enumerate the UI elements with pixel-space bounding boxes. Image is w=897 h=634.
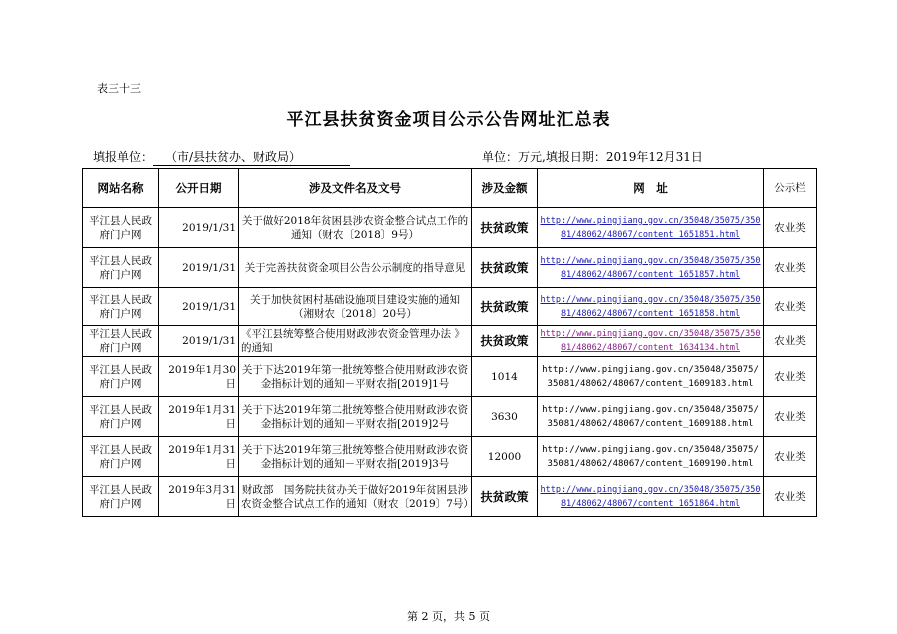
url-link[interactable]: http://www.pingjiang.gov.cn/35048/35075/35081/48062/48067/content_1651857.html	[538, 248, 764, 288]
unit-and-date: 单位：万元,填报日期：2019年12月31日	[482, 150, 703, 164]
doc-cell: 关于下达2019年第三批统筹整合使用财政涉农资金指标计划的通知－平财农指[2019]3号	[239, 437, 472, 477]
summary-table	[82, 168, 817, 517]
url-link[interactable]: http://www.pingjiang.gov.cn/35048/35075/35081/48062/48067/content_1651858.html	[538, 288, 764, 326]
amount-cell: 扶贫政策	[472, 248, 538, 288]
header-amount: 涉及金额	[472, 169, 538, 208]
category-cell: 农业类	[764, 437, 817, 477]
doc-cell: 财政部 国务院扶贫办关于做好2019年贫困县涉农资金整合试点工作的通知（财农〔2019〕7号）	[239, 477, 472, 517]
category-cell: 农业类	[764, 288, 817, 326]
url-link[interactable]: http://www.pingjiang.gov.cn/35048/35075/35081/48062/48067/content_1609188.html	[538, 397, 764, 437]
amount-cell: 3630	[472, 397, 538, 437]
url-link[interactable]: http://www.pingjiang.gov.cn/35048/35075/35081/48062/48067/content_1609190.html	[538, 437, 764, 477]
table-row	[83, 248, 817, 288]
site-cell: 平江县人民政府门户网	[83, 437, 159, 477]
doc-cell: 关于下达2019年第一批统筹整合使用财政涉农资金指标计划的通知－平财农指[2019]1号	[239, 357, 472, 397]
header-doc: 涉及文件名及文号	[239, 169, 472, 208]
page-footer: 第 2 页，共 5 页	[407, 610, 490, 623]
header-site: 网站名称	[83, 169, 159, 208]
filler-line	[93, 148, 350, 166]
site-cell: 平江县人民政府门户网	[83, 397, 159, 437]
date-cell: 2019年3月31日	[159, 477, 239, 517]
amount-cell: 1014	[472, 357, 538, 397]
amount-cell: 扶贫政策	[472, 477, 538, 517]
table-row	[83, 208, 817, 248]
date-cell: 2019年1月31日	[159, 437, 239, 477]
table-number: 表三十三	[97, 82, 141, 95]
site-cell: 平江县人民政府门户网	[83, 248, 159, 288]
doc-cell: 关于做好2018年贫困县涉农资金整合试点工作的通知（财农〔2018〕9号）	[239, 208, 472, 248]
url-link[interactable]: http://www.pingjiang.gov.cn/35048/35075/35081/48062/48067/content_1609183.html	[538, 357, 764, 397]
site-cell: 平江县人民政府门户网	[83, 357, 159, 397]
table-row	[83, 397, 817, 437]
amount-cell: 扶贫政策	[472, 288, 538, 326]
url-link[interactable]: http://www.pingjiang.gov.cn/35048/35075/35081/48062/48067/content_1634134.html	[538, 326, 764, 357]
url-link[interactable]: http://www.pingjiang.gov.cn/35048/35075/35081/48062/48067/content_1651864.html	[538, 477, 764, 517]
category-cell: 农业类	[764, 397, 817, 437]
site-cell: 平江县人民政府门户网	[83, 326, 159, 357]
date-cell: 2019/1/31	[159, 248, 239, 288]
amount-cell: 12000	[472, 437, 538, 477]
header-row	[83, 169, 817, 208]
filler-value: （市/县扶贫办、财政局）	[153, 148, 350, 166]
site-cell: 平江县人民政府门户网	[83, 208, 159, 248]
doc-cell: 关于加快贫困村基础设施项目建设实施的通知（湘财农〔2018〕20号）	[239, 288, 472, 326]
doc-cell: 《平江县统筹整合使用财政涉农资金管理办法 》的通知	[239, 326, 472, 357]
amount-cell: 扶贫政策	[472, 208, 538, 248]
date-cell: 2019年1月31日	[159, 397, 239, 437]
page-title: 平江县扶贫资金项目公示公告网址汇总表	[286, 110, 611, 130]
doc-cell: 关于下达2019年第二批统筹整合使用财政涉农资金指标计划的通知－平财农指[2019]2号	[239, 397, 472, 437]
header-date: 公开日期	[159, 169, 239, 208]
date-cell: 2019/1/31	[159, 208, 239, 248]
category-cell: 农业类	[764, 248, 817, 288]
category-cell: 农业类	[764, 326, 817, 357]
doc-cell: 关于完善扶贫资金项目公告公示制度的指导意见	[239, 248, 472, 288]
table-row	[83, 477, 817, 517]
table-row	[83, 357, 817, 397]
date-cell: 2019年1月30日	[159, 357, 239, 397]
header-url: 网 址	[538, 169, 764, 208]
site-cell: 平江县人民政府门户网	[83, 477, 159, 517]
date-cell: 2019/1/31	[159, 326, 239, 357]
header-category: 公示栏	[764, 169, 817, 208]
site-cell: 平江县人民政府门户网	[83, 288, 159, 326]
date-cell: 2019/1/31	[159, 288, 239, 326]
filler-label: 填报单位：	[93, 150, 154, 164]
table-row	[83, 288, 817, 326]
table-row	[83, 326, 817, 357]
category-cell: 农业类	[764, 477, 817, 517]
category-cell: 农业类	[764, 208, 817, 248]
category-cell: 农业类	[764, 357, 817, 397]
table-row	[83, 437, 817, 477]
amount-cell: 扶贫政策	[472, 326, 538, 357]
url-link[interactable]: http://www.pingjiang.gov.cn/35048/35075/35081/48062/48067/content_1651851.html	[538, 208, 764, 248]
